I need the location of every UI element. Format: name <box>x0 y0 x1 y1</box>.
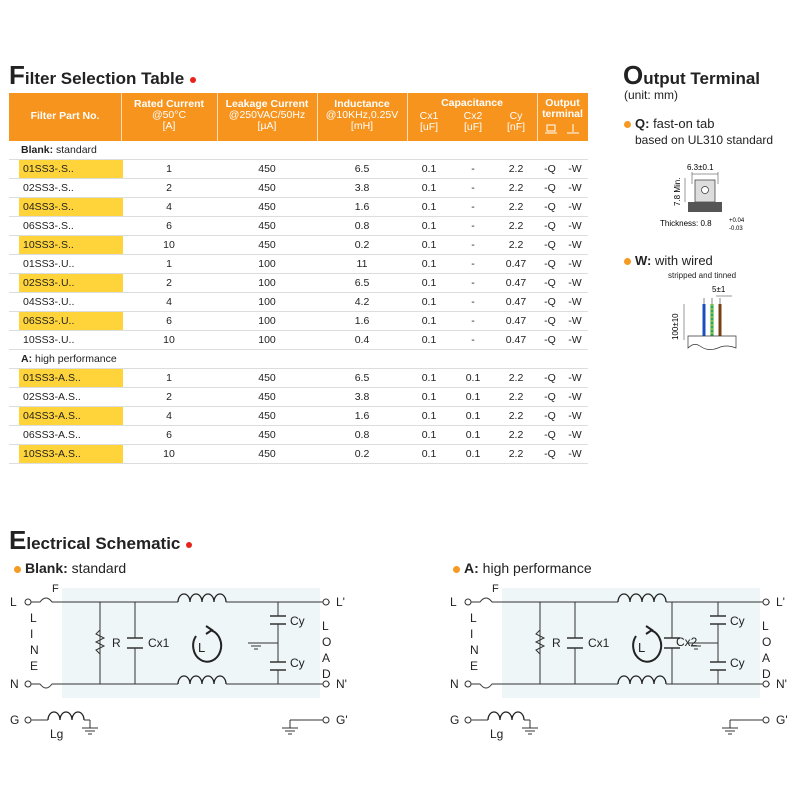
cell-leak: 450 <box>258 372 276 384</box>
terminal-l-prime: L' <box>776 595 785 609</box>
cell-ind: 6.5 <box>354 372 370 384</box>
cx2-label: Cx2 <box>676 635 698 649</box>
tab-thickness: Thickness: 0.8 <box>660 219 712 228</box>
cell-cx1: 0.1 <box>421 391 437 403</box>
cell-leak: 450 <box>258 182 276 194</box>
terminal-circle <box>465 681 471 687</box>
lg-coil <box>48 712 84 720</box>
cell-q: -Q <box>544 201 556 213</box>
fuse-label: F <box>52 583 59 595</box>
filter-table-title: Filter Selection Table <box>9 60 196 91</box>
cell-rated: 10 <box>163 239 175 251</box>
cell-cy: 2.2 <box>508 163 524 175</box>
cell-w: -W <box>568 315 582 327</box>
cell-cx1: 0.1 <box>421 372 437 384</box>
cell-cy: 2.2 <box>508 220 524 232</box>
terminal-circle <box>763 717 769 723</box>
cell-q: -Q <box>544 182 556 194</box>
cell-cy: 2.2 <box>508 410 524 422</box>
cell-ind: 6.5 <box>354 277 370 289</box>
terminal-circle <box>25 599 31 605</box>
wired-terminal-drawing <box>660 280 760 356</box>
load-letter: O <box>322 635 332 649</box>
cell-cy: 2.2 <box>508 372 524 384</box>
header-inductance: Inductance @10KHz,0.25V [mH] <box>325 98 399 132</box>
load-letter: O <box>762 635 772 649</box>
cell-q: -Q <box>544 296 556 308</box>
cy-label-bottom: Cy <box>730 656 745 670</box>
rows-standard <box>9 160 588 350</box>
cell-cx2: - <box>471 182 475 194</box>
lg-label: Lg <box>490 727 504 741</box>
table-row <box>9 255 588 274</box>
cell-w: -W <box>568 372 582 384</box>
cell-part: 04SS3-A.S.. <box>19 407 123 425</box>
cell-part: 02SS3-.U.. <box>19 274 123 292</box>
cell-cx2: - <box>471 277 475 289</box>
cell-cx1: 0.1 <box>421 448 437 460</box>
table-row <box>9 407 588 426</box>
strip-dim: 5±1 <box>712 285 726 294</box>
table-row <box>9 236 588 255</box>
cell-w: -W <box>568 201 582 213</box>
header-cy: Cy [nF] <box>506 110 526 133</box>
cell-q: -Q <box>544 391 556 403</box>
table-header <box>9 93 588 141</box>
cell-w: -W <box>568 296 582 308</box>
cell-q: -Q <box>544 239 556 251</box>
cx1-label: Cx1 <box>588 636 610 650</box>
cy-label-top: Cy <box>290 614 305 628</box>
cell-leak: 450 <box>258 410 276 422</box>
cell-ind: 1.6 <box>354 410 370 422</box>
cell-leak: 100 <box>258 296 276 308</box>
cell-q: -Q <box>544 315 556 327</box>
filter-selection-table <box>9 93 588 464</box>
cell-leak: 100 <box>258 277 276 289</box>
cell-leak: 450 <box>258 391 276 403</box>
cell-rated: 4 <box>166 296 172 308</box>
cell-part: 06SS3-.U.. <box>19 312 123 330</box>
table-row <box>9 369 588 388</box>
line-letter: E <box>470 659 479 673</box>
cell-part: 02SS3-.S.. <box>23 182 74 194</box>
tab-icon <box>547 125 555 131</box>
cell-q: -Q <box>544 372 556 384</box>
tab-base-block <box>688 202 722 212</box>
terminal-circle <box>465 717 471 723</box>
schematic-standard-label: Blank: standard <box>14 560 126 576</box>
header-output: Output terminal <box>542 97 583 120</box>
cell-ind: 0.8 <box>354 429 370 441</box>
header-cx1: Cx1 [uF] <box>419 110 439 133</box>
terminal-n: N <box>450 677 459 691</box>
cy-label-top: Cy <box>730 614 745 628</box>
cell-cx2: - <box>471 239 475 251</box>
section-high: A: high performance <box>9 350 588 369</box>
cell-cy: 0.47 <box>505 315 527 327</box>
cell-cx1: 0.1 <box>421 258 437 270</box>
cell-leak: 450 <box>258 239 276 251</box>
w-terminal-label: W: with wired <box>624 253 713 268</box>
cell-rated: 6 <box>166 220 172 232</box>
load-letter: A <box>762 651 771 665</box>
cell-ind: 3.8 <box>354 182 370 194</box>
cell-part: 01SS3-.S.. <box>19 160 123 178</box>
terminal-n-prime: N' <box>336 677 347 691</box>
cell-cy: 2.2 <box>508 429 524 441</box>
cell-ind: 0.8 <box>354 220 370 232</box>
cell-leak: 450 <box>258 448 276 460</box>
terminal-icons <box>543 123 583 137</box>
q-terminal-sub: based on UL310 standard <box>635 133 774 147</box>
table-row <box>9 293 588 312</box>
fuse-symbol-n <box>31 684 62 688</box>
cell-cx2: 0.1 <box>465 410 481 422</box>
cell-cx2: - <box>471 258 475 270</box>
cell-leak: 100 <box>258 334 276 346</box>
line-letter: L <box>30 611 37 625</box>
cell-rated: 2 <box>166 277 172 289</box>
orange-bullet-icon <box>453 566 460 573</box>
cell-w: -W <box>568 220 582 232</box>
cell-part: 06SS3-.S.. <box>23 220 74 232</box>
cell-cx1: 0.1 <box>421 296 437 308</box>
cell-cx2: - <box>471 220 475 232</box>
cell-q: -Q <box>544 277 556 289</box>
terminal-circle <box>763 681 769 687</box>
load-letter: L <box>322 619 329 633</box>
lg-label: Lg <box>50 727 64 741</box>
inductor-label: L <box>638 640 646 655</box>
table-row <box>9 388 588 407</box>
cell-w: -W <box>568 334 582 346</box>
cell-cx1: 0.1 <box>421 220 437 232</box>
cell-w: -W <box>568 277 582 289</box>
cell-cx1: 0.1 <box>421 277 437 289</box>
cell-rated: 2 <box>166 391 172 403</box>
cell-rated: 1 <box>166 372 172 384</box>
line-letter: L <box>470 611 477 625</box>
cell-cx2: - <box>471 315 475 327</box>
cell-cx2: 0.1 <box>465 448 481 460</box>
cell-w: -W <box>568 239 582 251</box>
unit-note: (unit: mm) <box>624 88 678 102</box>
fuse-symbol <box>471 598 502 602</box>
cell-cy: 0.47 <box>505 258 527 270</box>
cell-ind: 0.2 <box>354 239 370 251</box>
table-row <box>9 179 588 198</box>
terminal-l: L <box>450 595 457 609</box>
cell-q: -Q <box>544 410 556 422</box>
cell-cy: 0.47 <box>505 277 527 289</box>
cell-cy: 2.2 <box>508 201 524 213</box>
cell-cx1: 0.1 <box>421 429 437 441</box>
table-row <box>9 198 588 217</box>
line-letter: I <box>30 627 34 641</box>
terminal-circle <box>323 717 329 723</box>
cy-label-bottom: Cy <box>290 656 305 670</box>
cell-cx2: - <box>471 334 475 346</box>
cell-part: 02SS3-A.S.. <box>23 391 81 403</box>
cell-part: 10SS3-.U.. <box>23 334 75 346</box>
cell-ind: 3.8 <box>354 391 370 403</box>
terminal-g: G <box>10 713 20 727</box>
rows-high-performance <box>9 369 588 464</box>
orange-bullet-icon <box>624 121 631 128</box>
cell-part: 04SS3-.U.. <box>23 296 75 308</box>
terminal-circle <box>465 599 471 605</box>
schematic-standard <box>0 578 400 748</box>
cell-part: 10SS3-.S.. <box>19 236 123 254</box>
cell-rated: 10 <box>163 334 175 346</box>
cell-q: -Q <box>544 334 556 346</box>
resistor-label: R <box>112 636 121 650</box>
filter-body-shade <box>62 588 320 698</box>
cell-part: 06SS3-A.S.. <box>23 429 81 441</box>
terminal-g: G <box>450 713 460 727</box>
table-row <box>9 426 588 445</box>
cell-ind: 1.6 <box>354 201 370 213</box>
schematic-title: Electrical Schematic <box>9 525 192 556</box>
tab-hole <box>702 187 709 194</box>
fuse-symbol <box>31 598 62 602</box>
cell-w: -W <box>568 391 582 403</box>
line-letter: I <box>470 627 474 641</box>
cell-rated: 1 <box>166 163 172 175</box>
fuse-symbol-n <box>471 684 502 688</box>
terminal-n-prime: N' <box>776 677 787 691</box>
header-part: Filter Part No. <box>30 110 100 122</box>
cell-ind: 4.2 <box>354 296 370 308</box>
cell-leak: 450 <box>258 220 276 232</box>
cell-part: 01SS3-.U.. <box>23 258 75 270</box>
cell-cx2: 0.1 <box>465 391 481 403</box>
table-row <box>9 160 588 179</box>
schematic-high-performance <box>440 578 800 748</box>
schematic-high-label: A: high performance <box>453 560 592 576</box>
q-terminal-label: Q: fast-on tab <box>624 116 715 131</box>
orange-bullet-icon <box>14 566 21 573</box>
load-letter: D <box>322 667 331 681</box>
cell-cx2: - <box>471 296 475 308</box>
table-row <box>9 331 588 350</box>
terminal-l: L <box>10 595 17 609</box>
cell-w: -W <box>568 182 582 194</box>
terminal-g-prime: G' <box>336 713 348 727</box>
table-row <box>9 274 588 293</box>
cell-cx2: 0.1 <box>465 372 481 384</box>
cell-rated: 2 <box>166 182 172 194</box>
header-leakage: Leakage Current @250VAC/50Hz [µA] <box>225 98 309 132</box>
cell-part: 04SS3-.S.. <box>19 198 123 216</box>
load-letter: A <box>322 651 331 665</box>
line-letter: N <box>30 643 39 657</box>
terminal-circle <box>763 599 769 605</box>
cell-rated: 6 <box>166 429 172 441</box>
terminal-g-prime: G' <box>776 713 788 727</box>
cell-w: -W <box>568 429 582 441</box>
cell-cx1: 0.1 <box>421 163 437 175</box>
output-terminal-title: Output Terminal <box>623 60 761 90</box>
cell-leak: 450 <box>258 201 276 213</box>
cell-leak: 100 <box>258 315 276 327</box>
cell-ind: 1.6 <box>354 315 370 327</box>
cell-rated: 10 <box>163 448 175 460</box>
cx1-label: Cx1 <box>148 636 170 650</box>
line-letter: N <box>470 643 479 657</box>
terminal-circle <box>25 717 31 723</box>
terminal-circle <box>323 599 329 605</box>
cell-q: -Q <box>544 429 556 441</box>
cell-q: -Q <box>544 258 556 270</box>
cell-rated: 6 <box>166 315 172 327</box>
fast-on-tab-drawing <box>640 158 790 238</box>
fuse-label: F <box>492 583 499 595</box>
cell-leak: 450 <box>258 429 276 441</box>
table-row <box>9 217 588 236</box>
tab-tol-plus: +0.04 <box>729 218 745 224</box>
cell-cy: 2.2 <box>508 182 524 194</box>
cell-ind: 11 <box>356 258 368 270</box>
length-dim: 100±10 <box>671 313 680 340</box>
tab-width-dim: 6.3±0.1 <box>687 163 714 172</box>
w-terminal-sub: stripped and tinned <box>668 271 737 280</box>
load-letter: D <box>762 667 771 681</box>
cell-w: -W <box>568 448 582 460</box>
filter-body-cut <box>688 336 736 350</box>
cell-q: -Q <box>544 448 556 460</box>
terminal-l-prime: L' <box>336 595 345 609</box>
cell-part: 01SS3-A.S.. <box>19 369 123 387</box>
cell-cx2: 0.1 <box>465 429 481 441</box>
cell-w: -W <box>568 163 582 175</box>
load-letter: L <box>762 619 769 633</box>
resistor-label: R <box>552 636 561 650</box>
inductor-label: L <box>198 640 206 655</box>
cell-cx1: 0.1 <box>421 410 437 422</box>
cell-cx1: 0.1 <box>421 334 437 346</box>
cell-leak: 450 <box>258 163 276 175</box>
filter-body-shade <box>502 588 760 698</box>
line-letter: E <box>30 659 39 673</box>
table-row <box>9 445 588 464</box>
cell-q: -Q <box>544 220 556 232</box>
cell-cx1: 0.1 <box>421 182 437 194</box>
red-bullet-icon <box>190 77 196 83</box>
cell-rated: 4 <box>166 201 172 213</box>
cell-ind: 0.2 <box>354 448 370 460</box>
cell-cx2: - <box>471 163 475 175</box>
cell-cx1: 0.1 <box>421 201 437 213</box>
cell-cy: 0.47 <box>505 296 527 308</box>
red-bullet-icon <box>186 542 192 548</box>
cell-cy: 2.2 <box>508 391 524 403</box>
cell-cx2: - <box>471 201 475 213</box>
terminal-circle <box>323 681 329 687</box>
cell-cx1: 0.1 <box>421 239 437 251</box>
section-standard: Blank: standard <box>9 141 588 160</box>
orange-bullet-icon <box>624 258 631 265</box>
cell-rated: 4 <box>166 410 172 422</box>
header-rated: Rated Current @50°C [A] <box>133 98 204 132</box>
cell-cy: 0.47 <box>505 334 527 346</box>
cell-cx1: 0.1 <box>421 315 437 327</box>
header-cx2: Cx2 [uF] <box>463 110 483 133</box>
table-row <box>9 312 588 331</box>
cell-part: 10SS3-A.S.. <box>19 445 123 463</box>
cell-w: -W <box>568 258 582 270</box>
tab-height-dim: 7.8 Min. <box>673 177 682 206</box>
header-capacitance: Capacitance <box>441 97 503 109</box>
cell-leak: 100 <box>258 258 276 270</box>
tab-tol-minus: -0.03 <box>729 226 743 232</box>
cell-cy: 2.2 <box>508 239 524 251</box>
cell-rated: 1 <box>166 258 172 270</box>
cell-ind: 0.4 <box>354 334 370 346</box>
cell-ind: 6.5 <box>354 163 370 175</box>
cell-cy: 2.2 <box>508 448 524 460</box>
terminal-n: N <box>10 677 19 691</box>
lg-coil <box>488 712 524 720</box>
cell-q: -Q <box>544 163 556 175</box>
cell-w: -W <box>568 410 582 422</box>
terminal-circle <box>25 681 31 687</box>
